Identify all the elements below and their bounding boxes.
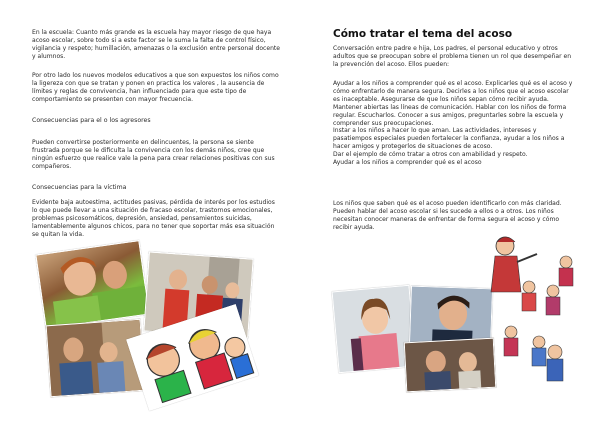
- photo-teacher-with-boys: [46, 319, 146, 397]
- heading-aggressor-consequences: Consecuencias para el o los agresores: [32, 117, 151, 124]
- list-item: Ayudar a los niños a comprender qué es el acoso. Explicarles qué es el acoso y cómo enfrentarlo de manera segura. Decirles a los niños que el acoso escolar es inaceptable. Asegurarse de que los niños sepan cómo recibir ayuda.: [333, 80, 573, 103]
- paragraph-closing: Los niños que saben qué es el acoso pueden identificarlo con más claridad. Pueden hablar del acoso escolar si les sucede a ellos o a otros. Los niños necesitan conocer maneras de enfrentar de forma segura el acoso y cómo recibir ayuda.: [333, 200, 562, 231]
- list-item: Dar el ejemplo de cómo tratar a otros con amabilidad y respeto.: [333, 151, 528, 159]
- photo-boy-bullied: [35, 240, 149, 329]
- list-item: Mantener abiertas las líneas de comunicación. Hablar con los niños de forma regular. Escucharlos. Conocer a sus amigos, preguntarles sobre la escuela y comprender sus preocupaciones.: [333, 103, 567, 127]
- advice-list: [333, 80, 573, 167]
- paragraph-school-risk: En la escuela: Cuanto más grande es la escuela hay mayor riesgo de que haya acoso escolar, sobre todo si a este factor se le suma la falta de control físico, vigilancia y respeto; humillación, amenazas o la exclusión entre personal docente y alumnos.: [32, 29, 281, 60]
- paragraph-intro: Conversación entre padre e hija, Los padres, el personal educativo y otros adultos que se preocupan sobre el problema tienen un rol que desempeñar en la prevención del acoso. Ellos pueden:: [333, 45, 572, 68]
- paragraph-victim-consequences: Evidente baja autoestima, actitudes pasivas, pérdida de interés por los estudios lo que puede llevar a una situación de fracaso escolar, trastornos emocionales, problemas psicosomáticos, depresión, ansiedad, pensamientos suicidas, lamentablemente algunos chicos, para no tener que soportar más esa situación se quitan la vida.: [32, 199, 275, 238]
- right-page: [300, 0, 600, 424]
- list-item: Ayudar a los niños a comprender qué es el acoso: [333, 159, 482, 167]
- page-title: Cómo tratar el tema del acoso: [333, 28, 513, 40]
- list-item: Instar a los niños a hacer lo que aman. Las actividades, intereses y pasatiempos especiales pueden fortalecer la confianza, ayudar a los niños a hacer amigos y protegerlos de situaciones de acoso.: [333, 127, 565, 151]
- cartoon-figures-group: [475, 232, 585, 392]
- heading-victim-consequences: Consecuencias para la víctima: [32, 184, 127, 191]
- paragraph-aggressor-consequences: Pueden convertirse posteriormente en delincuentes, la persona se siente frustrada porque se le dificulta la convivencia con los demás niños, cree que ningún esfuerzo que realice vale la pena para crear relaciones positivas con sus compañeros.: [32, 139, 275, 170]
- paragraph-educational-models: Por otro lado los nuevos modelos educativos a que son expuestos los niños como la ligereza con que se tratan y ponen en practica los valores , la ausencia de límites y reglas de convivencia, han influenciado para que este tipo de comportamiento se presenten con mayor frecuencia.: [32, 72, 279, 103]
